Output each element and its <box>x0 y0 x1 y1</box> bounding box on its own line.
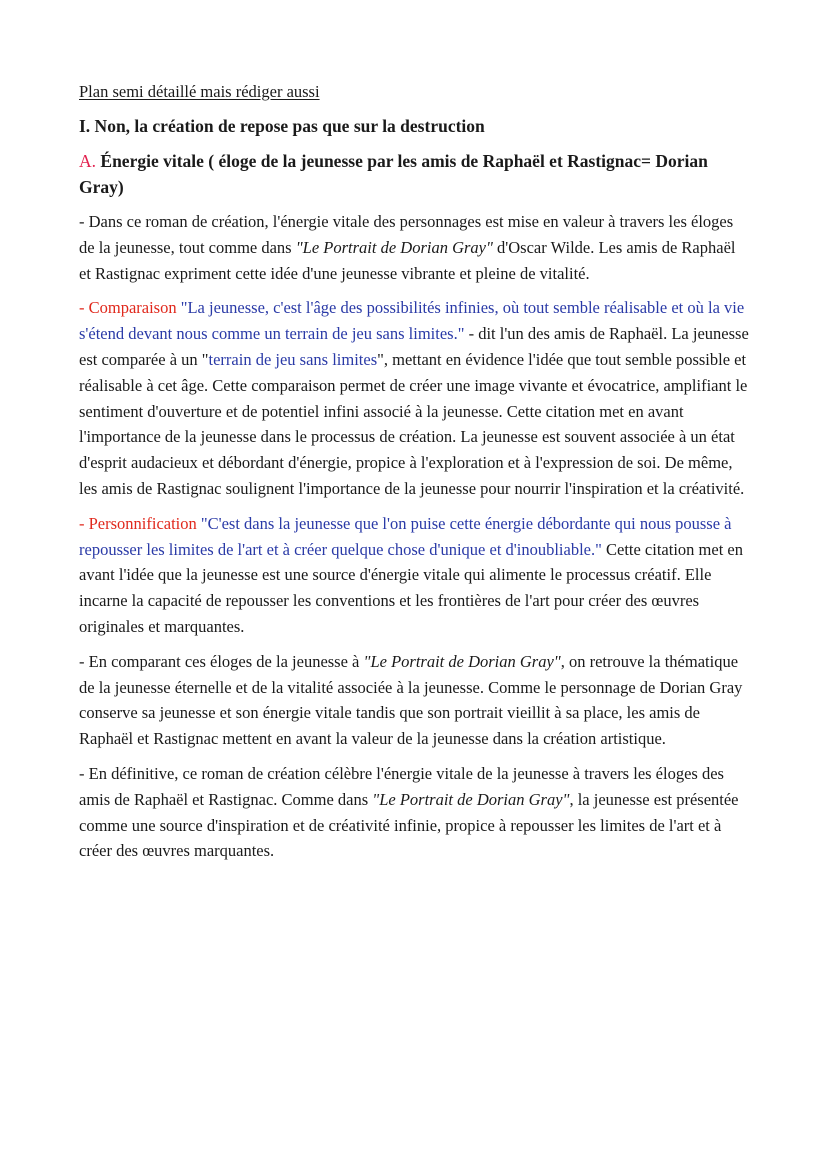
paragraph-intro <box>79 209 751 286</box>
subsection-heading <box>79 148 751 200</box>
book-title: "Le Portrait de Dorian Gray" <box>295 237 493 257</box>
paragraph-text: ", mettant en évidence l'idée que tout semble possible et réalisable à cet âge. Cette comparaison permet de créer une image vivante et évocatrice, amplifiant le sentiment d'ouverture et de potentiel infini associé à la jeunesse. Cette citation met en avant l'importance de la jeunesse dans le processus de création. La jeunesse est souvent associée à un état d'esprit audacieux et débordant d'énergie, propice à l'exploration et à l'expression de soi. De même, les amis de Rastignac soulignent l'importance de la jeunesse pour nourrir l'inspiration et la créativité. <box>79 349 748 498</box>
paragraph-text: , on retrouve la thématique de la jeunesse éternelle et de la vitalité associée à la jeunesse. Comme le personnage de Dorian Gray conserve sa jeunesse et son énergie vitale tandis que son portrait vieillit à sa place, les amis de Raphaël et Rastignac mettent en avant la valeur de la jeunesse dans la création artistique. <box>79 651 743 749</box>
paragraph-text: d'Oscar Wilde. Les amis de Raphaël et Rastignac expriment cette idée d'une jeunesse vibrante et pleine de vitalité. <box>79 237 736 283</box>
subsection-title: Énergie vitale ( éloge de la jeunesse par les amis de Raphaël et Rastignac= Dorian Gray) <box>79 151 708 197</box>
paragraph-dorian-gray <box>79 649 751 752</box>
paragraph-text: , la jeunesse est présentée comme une source d'inspiration et de créativité infinie, propice à repousser les limites de l'art et à créer des œuvres marquantes. <box>79 789 739 861</box>
plan-title: Plan semi détaillé mais rédiger aussi <box>79 82 320 101</box>
paragraph-text: - En comparant ces éloges de la jeunesse à <box>79 651 364 671</box>
paragraph-personnification <box>79 511 751 640</box>
document-page <box>79 80 751 864</box>
paragraph-comparaison <box>79 295 751 501</box>
section-heading: I. Non, la création de repose pas que sur la destruction <box>79 116 485 136</box>
paragraph-conclusion <box>79 761 751 864</box>
quote-inline: terrain de jeu sans limites <box>208 349 378 369</box>
book-title: "Le Portrait de Dorian Gray" <box>372 789 570 809</box>
figure-label-personnification: - Personnification <box>79 513 197 533</box>
subsection-letter: A. <box>79 151 97 171</box>
paragraph-text: - Dans ce roman de création, l'énergie vitale des personnages est mise en valeur à travers les éloges de la jeunesse, tout comme dans <box>79 212 734 257</box>
book-title: "Le Portrait de Dorian Gray" <box>363 651 561 671</box>
quote: "La jeunesse, c'est l'âge des possibilités infinies, où tout semble réalisable et où la vie s'étend devant nous comme un terrain de jeu sans limites." <box>79 298 745 344</box>
figure-label-comparaison: - Comparaison <box>79 298 177 318</box>
paragraph-text: - dit l'un des amis de Raphaël. La jeunesse est comparée à un " <box>79 324 749 369</box>
paragraph-text: Cette citation met en avant l'idée que la jeunesse est une source d'énergie vitale qui alimente le processus créatif. Elle incarne la capacité de repousser les conventions et les frontières de l'art pour créer des œuvres originales et marquantes. <box>79 539 743 636</box>
quote: "C'est dans la jeunesse que l'on puise cette énergie débordante qui nous pousse à repousser les limites de l'art et à créer quelque chose d'unique et d'inoubliable." <box>79 513 732 559</box>
paragraph-text: - En définitive, ce roman de création célèbre l'énergie vitale de la jeunesse à travers les éloges des amis de Raphaël et Rastignac. Comme dans <box>79 763 724 809</box>
